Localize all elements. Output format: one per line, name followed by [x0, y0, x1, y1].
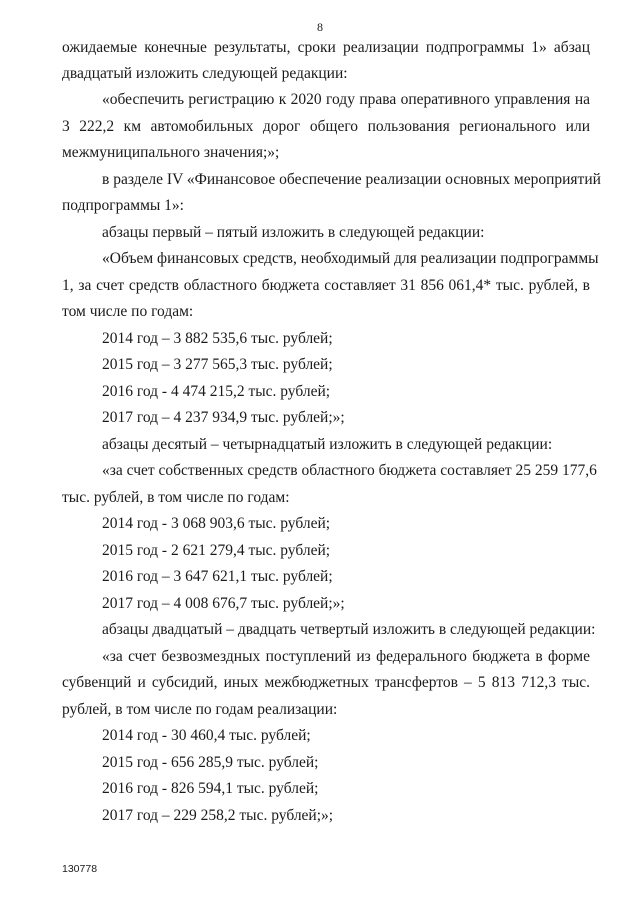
text-line: 2014 год – 3 882 535,6 тыс. рублей; — [102, 330, 333, 347]
text-line: «за счет безвозмездных поступлений из федерального бюджета в форме — [102, 648, 590, 665]
text-line: подпрограммы 1»: — [62, 197, 184, 214]
text-line: 2017 год – 229 258,2 тыс. рублей;»; — [102, 807, 334, 824]
text-line: в разделе IV «Финансовое обеспечение реализации основных мероприятий — [102, 171, 601, 188]
text-line: 1, за счет средств областного бюджета составляет 31 856 061,4* тыс. рублей, в — [62, 277, 590, 294]
text-line: 2017 год – 4 008 676,7 тыс. рублей;»; — [102, 595, 345, 612]
text-line: абзацы двадцатый – двадцать четвертый изложить в следующей редакции: — [102, 621, 596, 638]
page-number: 8 — [317, 20, 323, 34]
text-line: межмуниципального значения;»; — [62, 144, 280, 161]
text-line: тыс. рублей, в том числе по годам: — [62, 489, 290, 506]
text-line: 2016 год - 826 594,1 тыс. рублей; — [102, 780, 319, 797]
text-line: 2015 год - 656 285,9 тыс. рублей; — [102, 754, 319, 771]
text-line: абзацы первый – пятый изложить в следующей редакции: — [102, 224, 485, 241]
text-line: «Объем финансовых средств, необходимый для реализации подпрограммы — [102, 250, 599, 267]
text-line: абзацы десятый – четырнадцатый изложить в следующей редакции: — [102, 436, 553, 453]
text-line: «за счет собственных средств областного бюджета составляет 25 259 177,6 — [102, 462, 597, 479]
text-line: 2014 год - 30 460,4 тыс. рублей; — [102, 727, 311, 744]
text-line: двадцатый изложить следующей редакции: — [62, 65, 348, 82]
text-line: рублей, в том числе по годам реализации: — [62, 701, 338, 718]
text-line: 2016 год – 3 647 621,1 тыс. рублей; — [102, 568, 333, 585]
text-line: «обеспечить регистрацию к 2020 году права оперативного управления на — [102, 91, 590, 108]
text-line: том числе по годам: — [62, 303, 194, 320]
text-line: 2016 год - 4 474 215,2 тыс. рублей; — [102, 383, 331, 400]
text-line: субвенций и субсидий, иных межбюджетных трансфертов – 5 813 712,3 тыс. — [62, 674, 590, 691]
text-line: 2017 год – 4 237 934,9 тыс. рублей;»; — [102, 409, 345, 426]
text-line: 2015 год - 2 621 279,4 тыс. рублей; — [102, 542, 331, 559]
text-line: 2015 год – 3 277 565,3 тыс. рублей; — [102, 356, 333, 373]
text-line: 3 222,2 км автомобильных дорог общего пользования регионального или — [62, 118, 590, 135]
text-line: 2014 год - 3 068 903,6 тыс. рублей; — [102, 515, 331, 532]
document-code: 130778 — [62, 863, 98, 875]
text-line: ожидаемые конечные результаты, сроки реализации подпрограммы 1» абзац — [62, 39, 590, 56]
